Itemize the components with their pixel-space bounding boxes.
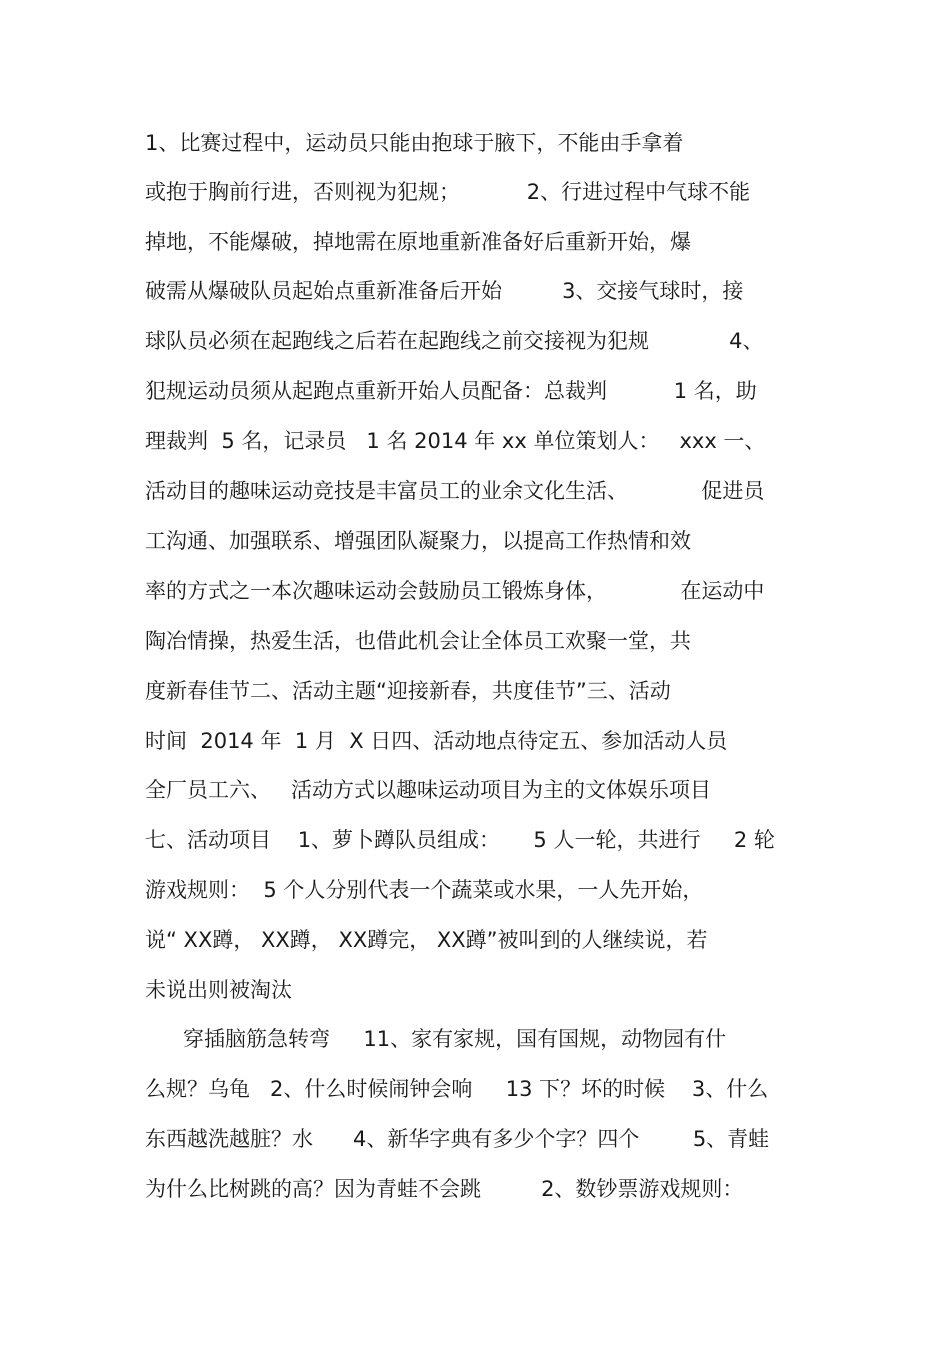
text-line: 为什么比树跳的高？因为青蛙不会跳 2、数钞票游戏规则： [145, 1177, 744, 1201]
text-line: 犯规运动员须从起跑点重新开始人员配备：总裁判 1 名，助 [145, 379, 757, 403]
text-line: 说“ XX蹲， XX蹲， XX蹲完， XX蹲”被叫到的人继续说，若 [145, 928, 708, 952]
text-line: 陶冶情操，热爱生活，也借此机会让全体员工欢聚一堂，共 [145, 629, 691, 653]
text-line: 么规？乌龟 2、什么时候闹钟会响 13 下？坏的时候 3、什么 [145, 1077, 769, 1101]
text-line: 游戏规则： 5 个人分别代表一个蔬菜或水果，一人先开始， [145, 878, 704, 902]
text-line: 理裁判 5 名，记录员 1 名 2014 年 xx 单位策划人： xxx 一、 [145, 429, 766, 453]
text-line: 全厂员工六、 活动方式以趣味运动项目为主的文体娱乐项目 [145, 778, 712, 802]
text-line: 率的方式之一本次趣味运动会鼓励员工锻炼身体， 在运动中 [145, 579, 765, 603]
text-line: 活动目的趣味运动竞技是丰富员工的业余文化生活、 促进员 [145, 479, 765, 503]
text-line: 度新春佳节二、活动主题“迎接新春，共度佳节”三、活动 [145, 679, 671, 703]
text-line: 球队员必须在起跑线之后若在起跑线之前交接视为犯规 4、 [145, 329, 764, 353]
text-line: 东西越洗越脏？水 4、新华字典有多少个字？四个 5、青蛙 [145, 1127, 770, 1151]
text-line: 穿插脑筋急转弯 11、家有家规，国有国规，动物园有什 [183, 1027, 727, 1051]
text-line: 工沟通、加强联系、增强团队凝聚力，以提高工作热情和效 [145, 529, 691, 553]
text-line: 破需从爆破队员起始点重新准备后开始 3、交接气球时，接 [145, 279, 744, 303]
text-line: 时间 2014 年 1 月 X 日四、活动地点待定五、参加活动人员 [145, 729, 728, 753]
text-line: 1、比赛过程中，运动员只能由抱球于腋下，不能由手拿着 [145, 131, 684, 155]
text-line: 七、活动项目 1、萝卜蹲队员组成： 5 人一轮，共进行 2 轮 [145, 828, 775, 852]
text-line: 掉地，不能爆破，掉地需在原地重新准备好后重新开始，爆 [145, 230, 691, 254]
text-line: 未说出则被淘汰 [145, 978, 292, 1002]
text-line: 或抱于胸前行进，否则视为犯规； 2、行进过程中气球不能 [145, 180, 751, 204]
